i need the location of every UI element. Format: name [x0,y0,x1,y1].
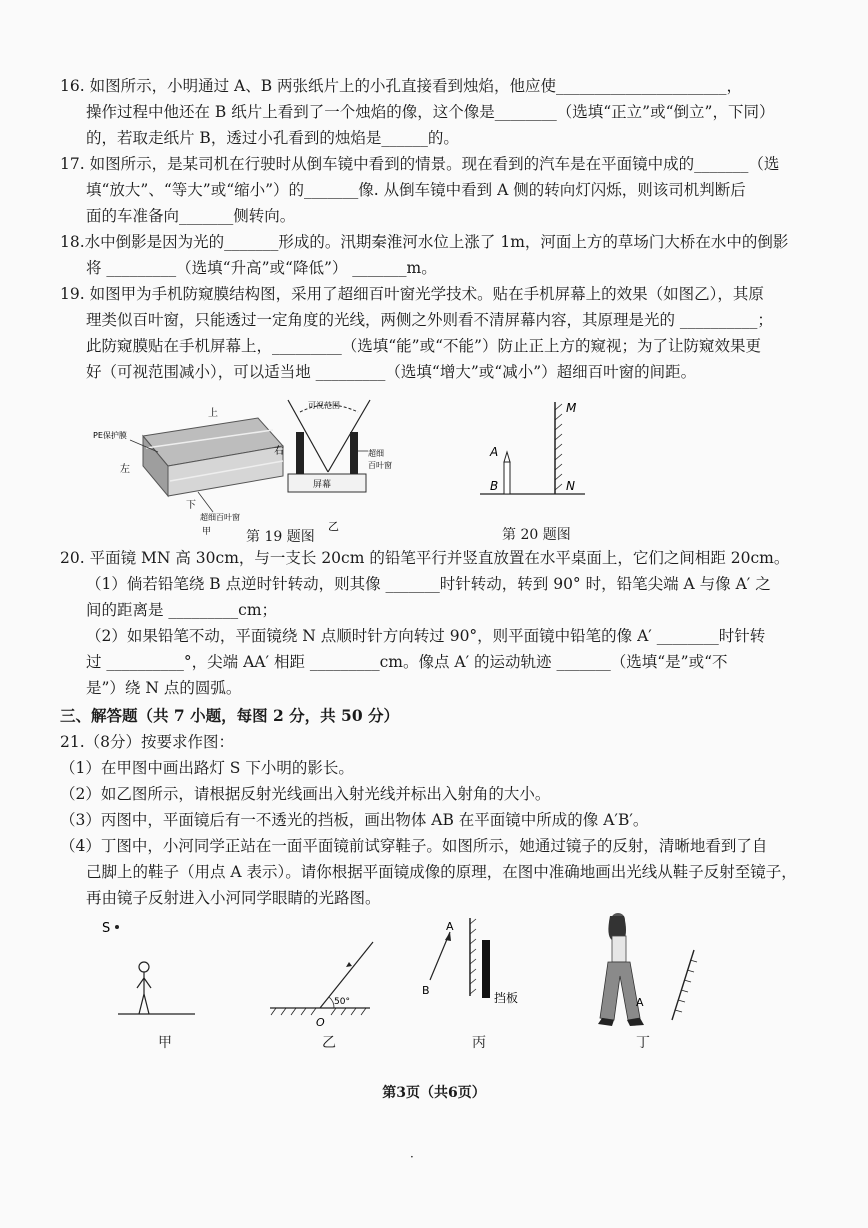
fig20-caption: 第 20 题图 [502,527,571,543]
q17-line2: 填“放大”、“等大”或“缩小”）的_______像. 从倒车镜中看到 A 侧的转向灯闪烁，则该司机判断后 [86,181,746,199]
fig19-label-yi: 乙 [328,520,339,533]
fig19-label-top: 上 [208,408,218,419]
q21-line4: （3）丙图中，平面镜后有一不透光的挡板，画出物体 AB 在平面镜中所成的像 A′B′。 [60,811,649,829]
q19-line3: 此防窥膜贴在手机屏幕上，_________（选填“能”或“不能”）防止正上方的窥视；为了让防窥效果更 [86,337,761,355]
louver-right [350,432,358,474]
q19-line2: 理类似百叶窗，只能透过一定角度的光线，两侧之外则看不清屏幕内容，其原理是光的 __________； [86,311,773,329]
q21-line5: （4）丁图中，小河同学正站在一面平面镜前试穿鞋子。如图所示，她通过镜子的反射，清晰地看到了自 [60,837,768,855]
q21-line1: 21.（8分）按要求作图： [60,733,235,751]
fig21-label-a2: A [636,996,644,1009]
q20-line5: 过 __________°，尖端 AA′ 相距 _________cm。像点 A′ 的运动轨迹 _______（选填“是”或“不 [86,653,728,671]
fig19-label-right: 右 [274,446,284,457]
q16-line2: 操作过程中他还在 B 纸片上看到了一个烛焰的像，这个像是________（选填“正立”或“倒立”，下同） [86,103,775,121]
fig19-label-bottom: 下 [186,500,196,511]
fig21-label-angle: 50° [334,997,350,1007]
girl-figure [598,913,644,1026]
section3-heading: 三、解答题（共 7 小题，每图 2 分，共 50 分） [60,706,400,725]
fig21-label-s: S [102,921,111,936]
fig21-label-b: B [422,984,430,997]
pencil [504,462,510,494]
fig21-label-board: 挡板 [494,991,519,1005]
lamp-s-dot [115,925,119,929]
fig20-label-m: M [566,401,577,415]
fig20-label-n: N [566,479,575,493]
q17-line1: 17. 如图所示，是某司机在行驶时从倒车镜中看到的情景。现在看到的汽车是在平面镜中成的_______（选 [60,155,780,173]
q21-line3: （2）如乙图所示，请根据反射光线画出入射光线并标出入射角的大小。 [60,785,551,803]
q19-line4: 好（可视范围减小），可以适当地 _________（选填“增大”或“减小”）超细百叶窗的间距。 [86,363,697,381]
page-footer: 第3页（共6页） [382,1085,486,1101]
fig19-label-louver2b: 百叶窗 [368,461,392,470]
person-xiaoming [137,962,151,1014]
fig19-label-pe: PE保护膜 [93,431,127,440]
fig21-cap-ding: 丁 [636,1035,650,1051]
q16-line1: 16. 如图所示，小明通过 A、B 两张纸片上的小孔直接看到烛焰，他应使______________________， [60,77,743,95]
fig21-label-a: A [446,920,454,933]
fig21-cap-bing: 丙 [472,1035,486,1051]
fig19-label-view: 可视范围 [308,401,340,410]
q21-line6: 己脚上的鞋子（用点 A 表示）。请你根据平面镜成像的原理，在图中准确地画出光线从鞋子反射至镜子， [86,863,797,881]
fig21-label-o: O [316,1016,325,1029]
q18-line2: 将 _________（选填“升高”或“降低”） _______m。 [86,259,437,277]
fig19-diagram [88,396,418,546]
fig19-caption: 第 19 题图 [246,529,315,545]
fig21-diagram [90,910,730,1038]
q20-line1: 20. 平面镜 MN 高 30cm，与一支长 20cm 的铅笔平行并竖直放置在水平桌面上，它们之间相距 20cm。 [60,549,790,567]
q18-line1: 18.水中倒影是因为光的_______形成的。汛期秦淮河水位上涨了 1m，河面上方的草场门大桥在水中的倒影 [60,233,789,251]
fig19-label-jia: 甲 [202,527,212,537]
q20-line3: 间的距离是 _________cm； [86,601,278,619]
fig20-label-a: A [490,445,499,459]
fig20-diagram [480,396,610,506]
fig21-cap-jia: 甲 [158,1035,172,1051]
fig21-cap-yi: 乙 [322,1035,336,1051]
q20-line4: （2）如果铅笔不动，平面镜绕 N 点顺时针方向转过 90°，则平面镜中铅笔的像 A′ ________时针转 [86,627,766,645]
baffle-board [482,940,490,998]
q20-line6: 是”）绕 N 点的圆弧。 [86,679,242,697]
q16-line3: 的，若取走纸片 B，透过小孔看到的烛焰是______的。 [86,129,459,147]
q21-line7: 再由镜子反射进入小河同学眼睛的光路图。 [86,889,381,907]
q19-line1: 19. 如图甲为手机防窥膜结构图，采用了超细百叶窗光学技术。贴在手机屏幕上的效果（如图乙），其原 [60,285,764,303]
fig19-label-louver: 超细百叶窗 [200,513,240,522]
q17-line3: 面的车准备向_______侧转向。 [86,207,296,225]
fig19-label-louver2a: 超细 [368,449,384,458]
scan-mark: · [410,1150,414,1164]
fig19-label-left: 左 [120,464,130,475]
q21-line2: （1）在甲图中画出路灯 S 下小明的影长。 [60,759,354,777]
louver-left [296,432,304,474]
fig19-label-screen: 屏幕 [313,480,332,490]
q20-line2: （1）倘若铅笔绕 B 点逆时针转动，则其像 _______时针转动，转到 90° 时，铅笔尖端 A 与像 A′ 之 [86,575,771,593]
fig20-label-b: B [490,479,499,493]
